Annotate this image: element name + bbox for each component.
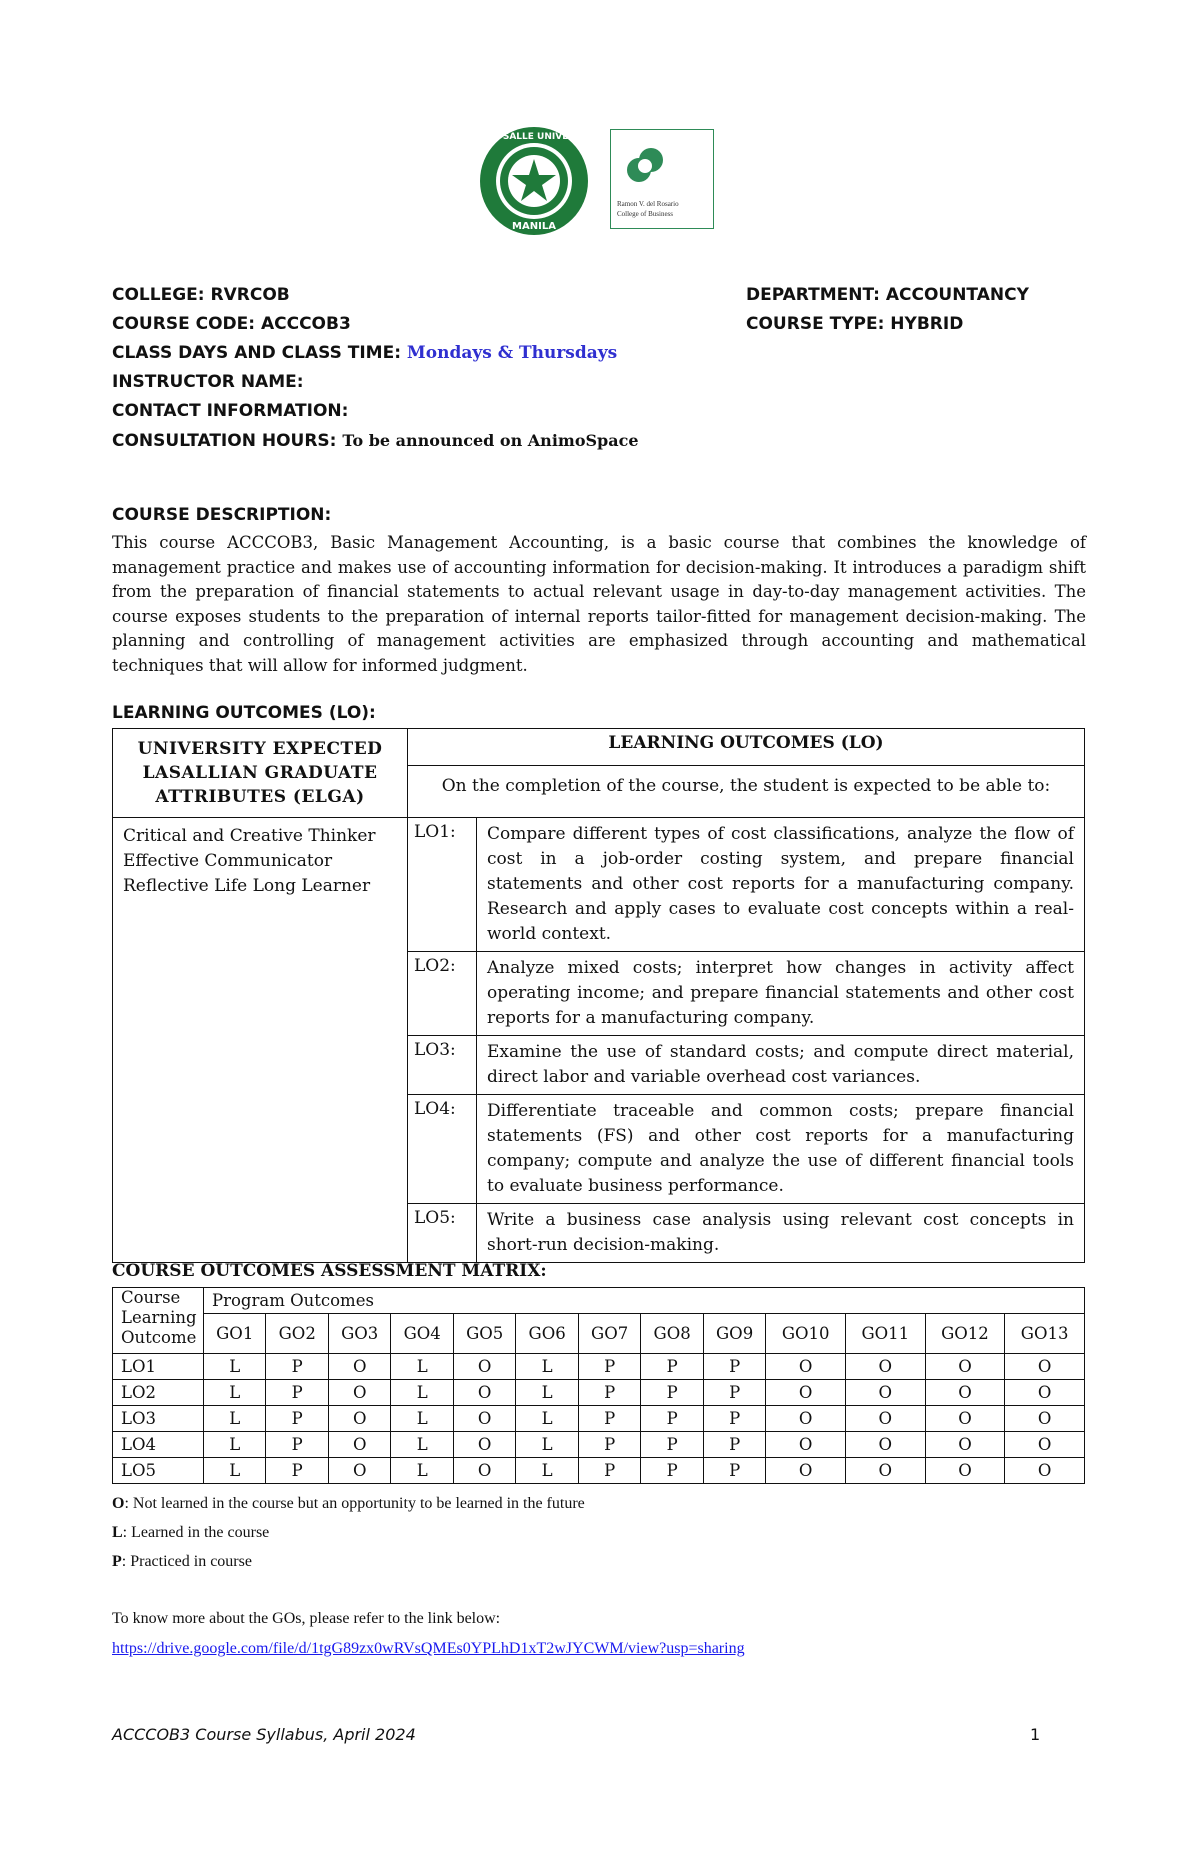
matrix-cell: P — [703, 1458, 765, 1484]
matrix-cell: L — [516, 1432, 578, 1458]
legend-o: O: Not learned in the course but an opportunity to be learned in the future — [112, 1495, 585, 1512]
lo-text: Examine the use of standard costs; and compute direct material, direct labor and variable overhead cost variances. — [477, 1036, 1085, 1095]
lo-code: LO1: — [408, 818, 477, 952]
go-header: GO13 — [1005, 1314, 1085, 1354]
matrix-cell: O — [328, 1458, 390, 1484]
lo-code: LO5: — [408, 1204, 477, 1263]
matrix-row — [113, 1354, 1085, 1380]
elga-header: UNIVERSITY EXPECTED LASALLIAN GRADUATE ATTRIBUTES (ELGA) — [113, 729, 408, 818]
matrix-cell: P — [578, 1432, 640, 1458]
learning-outcomes-table — [112, 728, 1085, 1263]
matrix-cell: L — [204, 1380, 266, 1406]
description-title: COURSE DESCRIPTION: — [112, 505, 332, 525]
matrix-cell: P — [703, 1354, 765, 1380]
go-link[interactable]: https://drive.google.com/file/d/1tgG89zx0wRVsQMEs0YPLhD1xT2wJYCWM/view?usp=sharing — [112, 1640, 745, 1657]
go-header: GO2 — [266, 1314, 328, 1354]
matrix-cell: O — [1005, 1406, 1085, 1432]
go-header: GO12 — [925, 1314, 1005, 1354]
lo-code: LO3: — [408, 1036, 477, 1095]
go-header: GO5 — [453, 1314, 515, 1354]
lo-code: LO4: — [408, 1095, 477, 1204]
matrix-cell: P — [703, 1406, 765, 1432]
matrix-row — [113, 1406, 1085, 1432]
course-code-value: ACCCOB3 — [260, 314, 351, 334]
department-value: ACCOUNTANCY — [885, 285, 1029, 305]
class-days-value: Mondays & Thursdays — [406, 343, 618, 363]
matrix-lo-cell: LO2 — [113, 1380, 204, 1406]
matrix-cell: P — [578, 1380, 640, 1406]
header-right — [746, 281, 1029, 339]
go-header: GO1 — [204, 1314, 266, 1354]
matrix-cell: P — [641, 1432, 703, 1458]
legend-p: P: Practiced in course — [112, 1553, 252, 1570]
matrix-lo-cell: LO4 — [113, 1432, 204, 1458]
go-header: GO11 — [846, 1314, 926, 1354]
matrix-cell: O — [328, 1380, 390, 1406]
matrix-cell: L — [204, 1458, 266, 1484]
consultation-row: CONSULTATION HOURS: To be announced on AnimoSpace — [112, 431, 639, 451]
matrix-body — [113, 1354, 1085, 1484]
matrix-cell: O — [453, 1380, 515, 1406]
course-type-row: COURSE TYPE: HYBRID — [746, 314, 964, 334]
matrix-cell: O — [1005, 1458, 1085, 1484]
matrix-cell: P — [578, 1406, 640, 1432]
matrix-cell: P — [641, 1458, 703, 1484]
matrix-cell: L — [391, 1354, 453, 1380]
matrix-cell: O — [925, 1458, 1005, 1484]
contact-row: CONTACT INFORMATION: — [112, 401, 349, 421]
elga-list — [113, 818, 408, 1263]
matrix-row — [113, 1432, 1085, 1458]
lo-text: Write a business case analysis using relevant cost concepts in short-run decision-making. — [477, 1204, 1085, 1263]
course-type-value: HYBRID — [890, 314, 964, 334]
logo-group — [470, 125, 718, 235]
matrix-cell: O — [453, 1432, 515, 1458]
matrix-cell: L — [391, 1406, 453, 1432]
matrix-cell: O — [846, 1432, 926, 1458]
lo-text: Analyze mixed costs; interpret how changes in activity affect operating income; and prepare financial statements and other cost reports for a manufacturing company. — [477, 952, 1085, 1036]
go-header: GO10 — [766, 1314, 846, 1354]
lo-text: Compare different types of cost classifications, analyze the flow of cost in a job-order costing system, and prepare financial statements and other cost reports for a manufacturing company. Research and apply cases to evaluate cost concepts within a real-world context. — [477, 818, 1085, 952]
matrix-cell: L — [391, 1458, 453, 1484]
matrix-cell: L — [516, 1354, 578, 1380]
lo-text: Differentiate traceable and common costs; prepare financial statements (FS) and other cost reports for a manufacturing company; compute and analyze the use of different financial tools to evaluate business performance. — [477, 1095, 1085, 1204]
go-header: GO9 — [703, 1314, 765, 1354]
assessment-matrix-table — [112, 1287, 1085, 1484]
matrix-cell: P — [266, 1432, 328, 1458]
matrix-cell: O — [846, 1406, 926, 1432]
matrix-cell: O — [328, 1432, 390, 1458]
matrix-cell: P — [266, 1406, 328, 1432]
matrix-cell: L — [204, 1354, 266, 1380]
matrix-cell: P — [578, 1354, 640, 1380]
rvr-line2: College of Business — [617, 210, 673, 218]
learning-outcomes-title: LEARNING OUTCOMES (LO): — [112, 703, 376, 723]
page-number: 1 — [1030, 1725, 1041, 1744]
elga-item: Critical and Creative Thinker — [123, 826, 376, 846]
matrix-cell: O — [766, 1458, 846, 1484]
matrix-row — [113, 1458, 1085, 1484]
elga-item: Effective Communicator — [123, 851, 333, 871]
matrix-cell: O — [846, 1354, 926, 1380]
matrix-cell: L — [516, 1406, 578, 1432]
matrix-cell: O — [925, 1432, 1005, 1458]
matrix-cell: P — [266, 1458, 328, 1484]
seal-top-text: DE LA SALLE UNIVERSITY — [470, 132, 598, 142]
matrix-cell: O — [766, 1432, 846, 1458]
matrix-cell: O — [1005, 1354, 1085, 1380]
rvr-college-logo — [610, 129, 714, 229]
lo-code: LO2: — [408, 952, 477, 1036]
matrix-cell: P — [641, 1380, 703, 1406]
matrix-cell: O — [766, 1406, 846, 1432]
matrix-cell: L — [516, 1458, 578, 1484]
matrix-cell: L — [516, 1380, 578, 1406]
department-row: DEPARTMENT: ACCOUNTANCY — [746, 285, 1029, 305]
matrix-cell: O — [328, 1354, 390, 1380]
matrix-cell: P — [578, 1458, 640, 1484]
matrix-row — [113, 1380, 1085, 1406]
matrix-cell: O — [453, 1354, 515, 1380]
matrix-lo-cell: LO3 — [113, 1406, 204, 1432]
matrix-cell: O — [766, 1380, 846, 1406]
matrix-cell: O — [925, 1354, 1005, 1380]
header-left — [112, 281, 639, 456]
matrix-cell: P — [703, 1380, 765, 1406]
matrix-cell: O — [925, 1380, 1005, 1406]
footer-text: ACCCOB3 Course Syllabus, April 2024 — [112, 1725, 416, 1744]
matrix-lo-cell: LO5 — [113, 1458, 204, 1484]
matrix-cell: L — [204, 1406, 266, 1432]
matrix-cell: O — [328, 1406, 390, 1432]
go-header: GO4 — [391, 1314, 453, 1354]
seal-bottom-text: MANILA — [512, 221, 556, 232]
rvr-line1: Ramon V. del Rosario — [617, 200, 679, 208]
description-text: This course ACCCOB3, Basic Management Accounting, is a basic course that combines the knowledge of management practice and makes use of accounting information for decision-making. It introduces a paradigm shift from the preparation of financial statements to actual relevant usage in day-to-day management activities. The course exposes students to the preparation of internal reports tailor-fitted for management decision-making. The planning and controlling of management activities are emphasized through accounting and mathematical techniques that will allow for informed judgment. — [112, 533, 1086, 675]
matrix-title: COURSE OUTCOMES ASSESSMENT MATRIX: — [112, 1261, 547, 1281]
matrix-cell: L — [204, 1432, 266, 1458]
matrix-cell: O — [1005, 1432, 1085, 1458]
dlsu-seal-logo — [470, 125, 598, 237]
matrix-cell: O — [453, 1406, 515, 1432]
elga-item: Reflective Life Long Learner — [123, 876, 371, 896]
matrix-cell: P — [266, 1380, 328, 1406]
matrix-cell: P — [703, 1432, 765, 1458]
matrix-cell: O — [1005, 1380, 1085, 1406]
go-note: To know more about the GOs, please refer to the link below: — [112, 1610, 501, 1627]
class-days-row: CLASS DAYS AND CLASS TIME: Mondays & Thursdays — [112, 343, 618, 363]
rvr-mark-icon — [611, 130, 711, 226]
matrix-cell: O — [846, 1458, 926, 1484]
legend-l: L: Learned in the course — [112, 1524, 270, 1541]
matrix-cell: L — [391, 1432, 453, 1458]
matrix-cell: O — [846, 1380, 926, 1406]
matrix-cell: O — [925, 1406, 1005, 1432]
lo-header: LEARNING OUTCOMES (LO) — [408, 729, 1085, 766]
college-row: COLLEGE: RVRCOB — [112, 285, 290, 305]
matrix-cell: P — [266, 1354, 328, 1380]
go-header: GO7 — [578, 1314, 640, 1354]
matrix-cell: L — [391, 1380, 453, 1406]
program-outcomes-label: Program Outcomes — [204, 1288, 1085, 1314]
go-header: GO8 — [641, 1314, 703, 1354]
matrix-lo-cell: LO1 — [113, 1354, 204, 1380]
college-value: RVRCOB — [210, 285, 290, 305]
matrix-cell: O — [766, 1354, 846, 1380]
lo-subheader: On the completion of the course, the student is expected to be able to: — [408, 766, 1085, 818]
matrix-corner-label: Course Learning Outcome — [113, 1288, 204, 1354]
consultation-value: To be announced on AnimoSpace — [342, 431, 639, 450]
instructor-row: INSTRUCTOR NAME: — [112, 372, 304, 392]
matrix-cell: O — [453, 1458, 515, 1484]
go-header: GO3 — [328, 1314, 390, 1354]
matrix-cell: P — [641, 1354, 703, 1380]
course-code-row: COURSE CODE: ACCCOB3 — [112, 314, 351, 334]
matrix-cell: P — [641, 1406, 703, 1432]
go-header: GO6 — [516, 1314, 578, 1354]
